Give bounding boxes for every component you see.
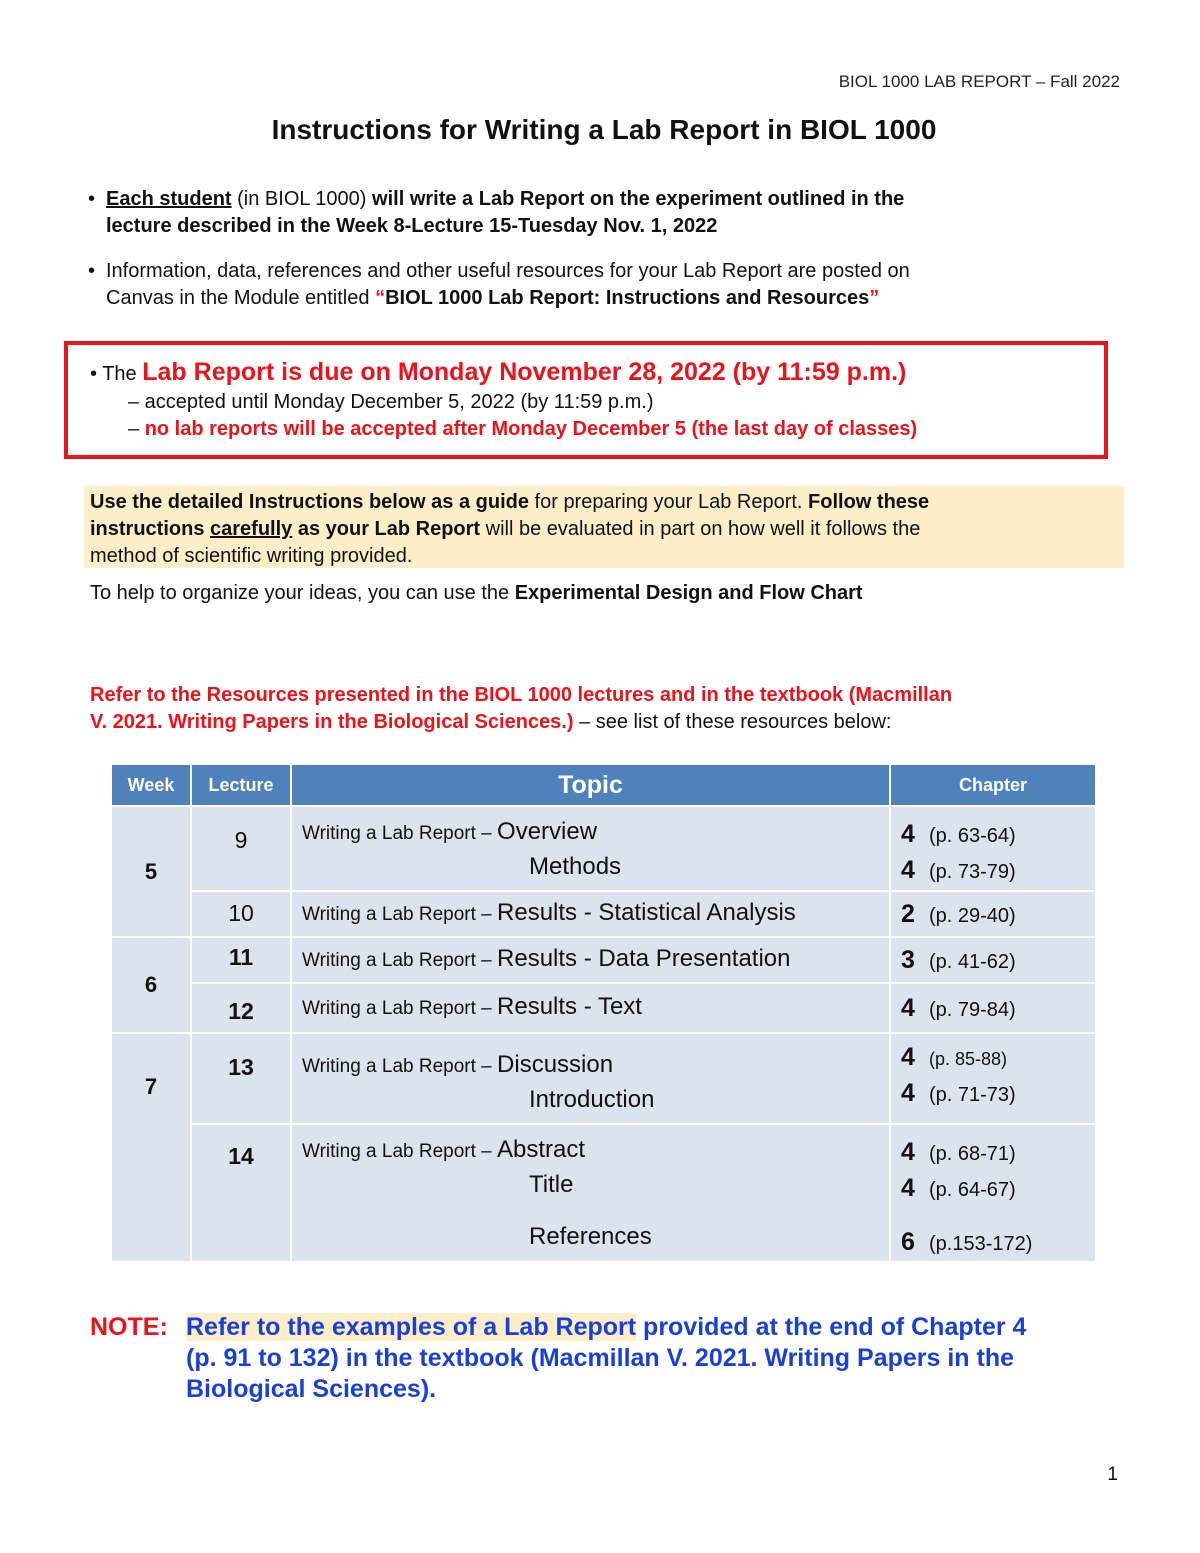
flow-chart-hint — [90, 582, 863, 605]
quote-mark: “ — [375, 287, 386, 309]
text-fragment: The — [102, 363, 143, 385]
topic-text: Results - Statistical Analysis — [497, 899, 796, 926]
text-fragment: provided at the end of Chapter 4 — [636, 1313, 1027, 1341]
lecture-cell: 12 — [192, 984, 290, 1032]
text-fragment: as your Lab Report — [292, 518, 481, 540]
chapter-number: 6 — [901, 1228, 915, 1256]
text-fragment: will write a Lab Report on the experiment outlined in the — [372, 188, 905, 210]
emphasis-carefully: carefully — [210, 518, 293, 540]
text-fragment: Biological Sciences). — [186, 1375, 437, 1403]
topic-text: Title — [529, 1171, 574, 1198]
no-late-text: no lab reports will be accepted after Monday December 5 (the last day of classes) — [144, 418, 918, 440]
late-acceptance-line: – accepted until Monday December 5, 2022 (by 11:59 p.m.) — [128, 391, 654, 413]
bullet-each-student — [88, 186, 1118, 240]
text-fragment: will be evaluated in part on how well it follows the — [480, 518, 921, 540]
chapter-number: 4 — [901, 1079, 915, 1107]
chapter-cell — [891, 938, 1095, 982]
text-fragment: – see list of these resources below: — [573, 711, 892, 733]
due-date-line — [90, 358, 906, 387]
text-fragment: method of scientific writing provided. — [90, 545, 413, 567]
topic-text: References — [529, 1223, 652, 1250]
table-row — [112, 1034, 1095, 1123]
dash: – — [128, 418, 145, 440]
bullet-marker: • — [88, 188, 96, 210]
chapter-number: 4 — [901, 1043, 915, 1071]
lecture-cell: 13 — [192, 1034, 290, 1123]
topic-prefix: Writing a Lab Report – — [302, 1141, 498, 1162]
topic-prefix: Writing a Lab Report – — [302, 998, 498, 1019]
table-row — [112, 984, 1095, 1032]
page-range: (p. 29-40) — [929, 905, 1016, 927]
topic-cell — [292, 1034, 889, 1123]
page-title: Instructions for Writing a Lab Report in BIOL 1000 — [271, 114, 937, 145]
text-fragment: Follow these — [808, 491, 930, 513]
guide-highlight-box — [84, 486, 1124, 568]
column-header-chapter: Chapter — [891, 765, 1095, 805]
text-fragment: lecture described in the Week 8-Lecture 15-Tuesday Nov. 1, 2022 — [106, 215, 718, 237]
due-date-text: Lab Report is due on Monday November 28, 2022 (by 11:59 p.m.) — [142, 358, 907, 386]
topic-prefix: Writing a Lab Report – — [302, 823, 498, 844]
topic-cell — [292, 938, 889, 982]
topic-text: Discussion — [497, 1051, 614, 1078]
chapter-cell — [891, 892, 1095, 936]
table-header-row — [112, 765, 1095, 805]
text-fragment: instructions — [90, 518, 211, 540]
text-fragment: Use the detailed Instructions below as a guide — [90, 491, 529, 513]
bullet-resources — [88, 258, 1118, 312]
chapter-number: 4 — [901, 1174, 915, 1202]
topic-cell — [292, 807, 889, 890]
table-row — [112, 892, 1095, 936]
note-label: NOTE: — [90, 1313, 168, 1341]
lecture-cell: 14 — [192, 1125, 290, 1261]
column-header-lecture: Lecture — [192, 765, 290, 805]
topic-prefix: Writing a Lab Report – — [302, 950, 498, 971]
chapter-number: 4 — [901, 820, 915, 848]
text-fragment: To help to organize your ideas, you can use the — [90, 582, 515, 604]
note-highlight: Refer to the examples of a Lab Report — [186, 1313, 637, 1341]
note-section — [90, 1312, 1130, 1405]
lecture-cell: 11 — [192, 938, 290, 982]
page-number: 1 — [1107, 1464, 1118, 1485]
page-range: (p. 64-67) — [929, 1179, 1016, 1201]
chapter-number: 4 — [901, 856, 915, 884]
chapter-number: 4 — [901, 1138, 915, 1166]
column-header-week: Week — [112, 765, 190, 805]
topic-text: Results - Data Presentation — [497, 945, 791, 972]
chapter-cell — [891, 984, 1095, 1032]
topic-prefix: Writing a Lab Report – — [302, 904, 498, 925]
chapter-cell — [891, 807, 1095, 890]
quote-mark: ” — [869, 287, 880, 309]
week-cell: 5 — [112, 807, 190, 936]
page-range: (p.153-172) — [929, 1233, 1033, 1255]
topic-text: Introduction — [529, 1086, 655, 1113]
flow-chart-name: Experimental Design and Flow Chart — [514, 582, 863, 604]
lecture-cell: 9 — [192, 807, 290, 890]
lecture-cell: 10 — [192, 892, 290, 936]
module-name: BIOL 1000 Lab Report: Instructions and Resources — [385, 287, 870, 309]
topic-cell — [292, 984, 889, 1032]
topic-text: Methods — [529, 853, 622, 880]
chapter-number: 3 — [901, 946, 915, 974]
topic-text: Abstract — [497, 1136, 586, 1163]
resources-reference — [90, 682, 1120, 736]
chapter-number: 4 — [901, 994, 915, 1022]
text-fragment: Refer to the Resources presented in the BIOL 1000 lectures and in the textbook (Macmillan — [90, 684, 953, 706]
table-row — [112, 938, 1095, 982]
bullet-marker: • — [88, 260, 96, 282]
column-header-topic: Topic — [292, 765, 889, 805]
table-row — [112, 807, 1095, 890]
week-cell: 6 — [112, 938, 190, 1032]
no-late-line — [128, 418, 917, 441]
week-cell: 7 — [112, 1034, 190, 1261]
chapter-cell — [891, 1034, 1095, 1123]
chapter-number: 2 — [901, 900, 915, 928]
topic-cell — [292, 892, 889, 936]
chapter-cell — [891, 1125, 1095, 1261]
text-fragment: (in BIOL 1000) — [231, 188, 373, 210]
bullet-marker: • — [90, 363, 98, 385]
page-range: (p. 79-84) — [929, 999, 1016, 1021]
page-range: (p. 41-62) — [929, 951, 1016, 973]
page-range: (p. 73-79) — [929, 861, 1016, 883]
text-fragment: V. 2021. Writing Papers in the Biological Sciences.) — [90, 711, 574, 733]
table-row — [112, 1125, 1095, 1261]
page-range: (p. 68-71) — [929, 1143, 1016, 1165]
text-fragment: Information, data, references and other useful resources for your Lab Report are posted on — [106, 260, 910, 282]
resources-table — [110, 763, 1097, 1263]
text-fragment: (p. 91 to 132) in the textbook (Macmillan V. 2021. Writing Papers in the — [186, 1344, 1014, 1372]
page-range: (p. 63-64) — [929, 825, 1016, 847]
emphasis-each-student: Each student — [106, 188, 232, 210]
text-fragment: Canvas in the Module entitled — [106, 287, 376, 309]
topic-text: Results - Text — [497, 993, 642, 1020]
topic-prefix: Writing a Lab Report – — [302, 1056, 498, 1077]
topic-cell — [292, 1125, 889, 1261]
running-header: BIOL 1000 LAB REPORT – Fall 2022 — [838, 72, 1120, 91]
page-range: (p. 71-73) — [929, 1084, 1016, 1106]
page-range: (p. 85-88) — [929, 1049, 1008, 1069]
text-fragment: for preparing your Lab Report. — [528, 491, 809, 513]
topic-text: Overview — [497, 818, 598, 845]
